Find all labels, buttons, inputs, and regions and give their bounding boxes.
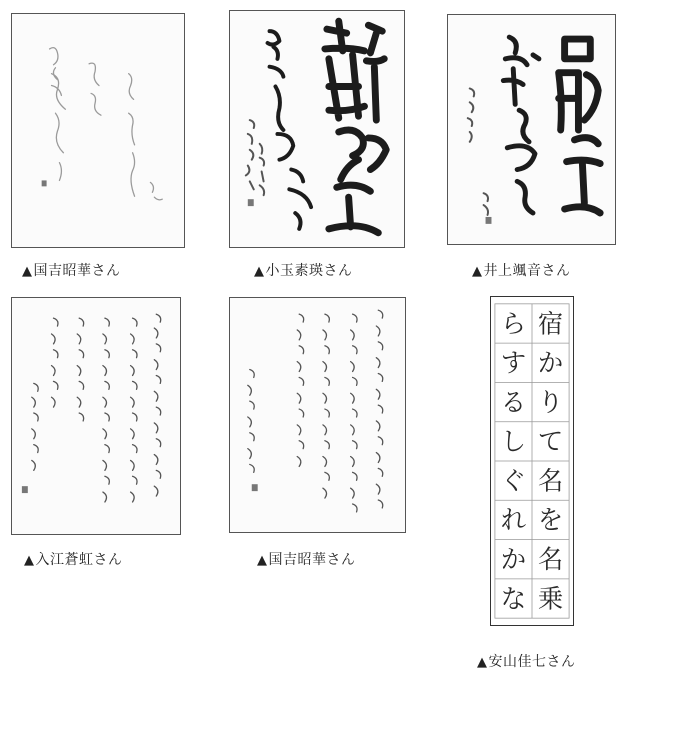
grid-character: す — [500, 347, 527, 378]
triangle-marker: ▲ — [22, 264, 33, 279]
artist-name: 小玉素瑛さん — [265, 263, 353, 279]
calligraphy-work-2 — [229, 10, 405, 248]
calligraphy-work-4 — [11, 297, 181, 535]
artist-name: 安山佳七さん — [488, 654, 576, 670]
grid-character: 宿 — [537, 308, 564, 339]
triangle-marker: ▲ — [477, 655, 488, 670]
calligraphy-work-3 — [447, 14, 616, 245]
grid-character: て — [537, 426, 564, 457]
caption-2 — [254, 260, 353, 280]
grid-character: を — [537, 504, 564, 535]
artist-name: 国吉昭華さん — [268, 552, 356, 568]
calligraphy-image-1 — [12, 14, 184, 247]
caption-5 — [257, 549, 356, 569]
grid-character: ぐ — [500, 465, 527, 496]
grid-character: 乗 — [537, 583, 564, 614]
triangle-marker: ▲ — [472, 264, 483, 279]
calligraphy-image-3 — [448, 15, 615, 244]
calligraphy-image-2 — [230, 11, 404, 247]
grid-character: な — [500, 583, 527, 614]
calligraphy-work-5 — [229, 297, 406, 533]
caption-6 — [477, 651, 576, 671]
calligraphy-image-5 — [230, 298, 405, 532]
caption-1 — [22, 260, 121, 280]
grid-character: 名 — [537, 544, 564, 575]
calligraphy-work-1 — [11, 13, 185, 248]
grid-character: し — [500, 426, 527, 457]
grid-character: か — [537, 347, 564, 378]
calligraphy-work-6 — [490, 296, 574, 626]
caption-4 — [24, 549, 123, 569]
triangle-marker: ▲ — [254, 264, 265, 279]
caption-3 — [472, 260, 571, 280]
grid-character: れ — [500, 504, 527, 535]
grid-character: 名 — [537, 465, 564, 496]
artist-name: 国吉昭華さん — [33, 263, 121, 279]
grid-character: か — [500, 544, 527, 575]
calligraphy-image-4 — [12, 298, 180, 534]
artist-name: 井上颯音さん — [483, 263, 571, 279]
grid-paper — [491, 297, 573, 625]
grid-character: ら — [500, 308, 527, 339]
artist-name: 入江蒼虹さん — [35, 552, 123, 568]
grid-character: り — [537, 386, 564, 417]
grid-character: る — [500, 386, 527, 417]
triangle-marker: ▲ — [24, 553, 35, 568]
triangle-marker: ▲ — [257, 553, 268, 568]
